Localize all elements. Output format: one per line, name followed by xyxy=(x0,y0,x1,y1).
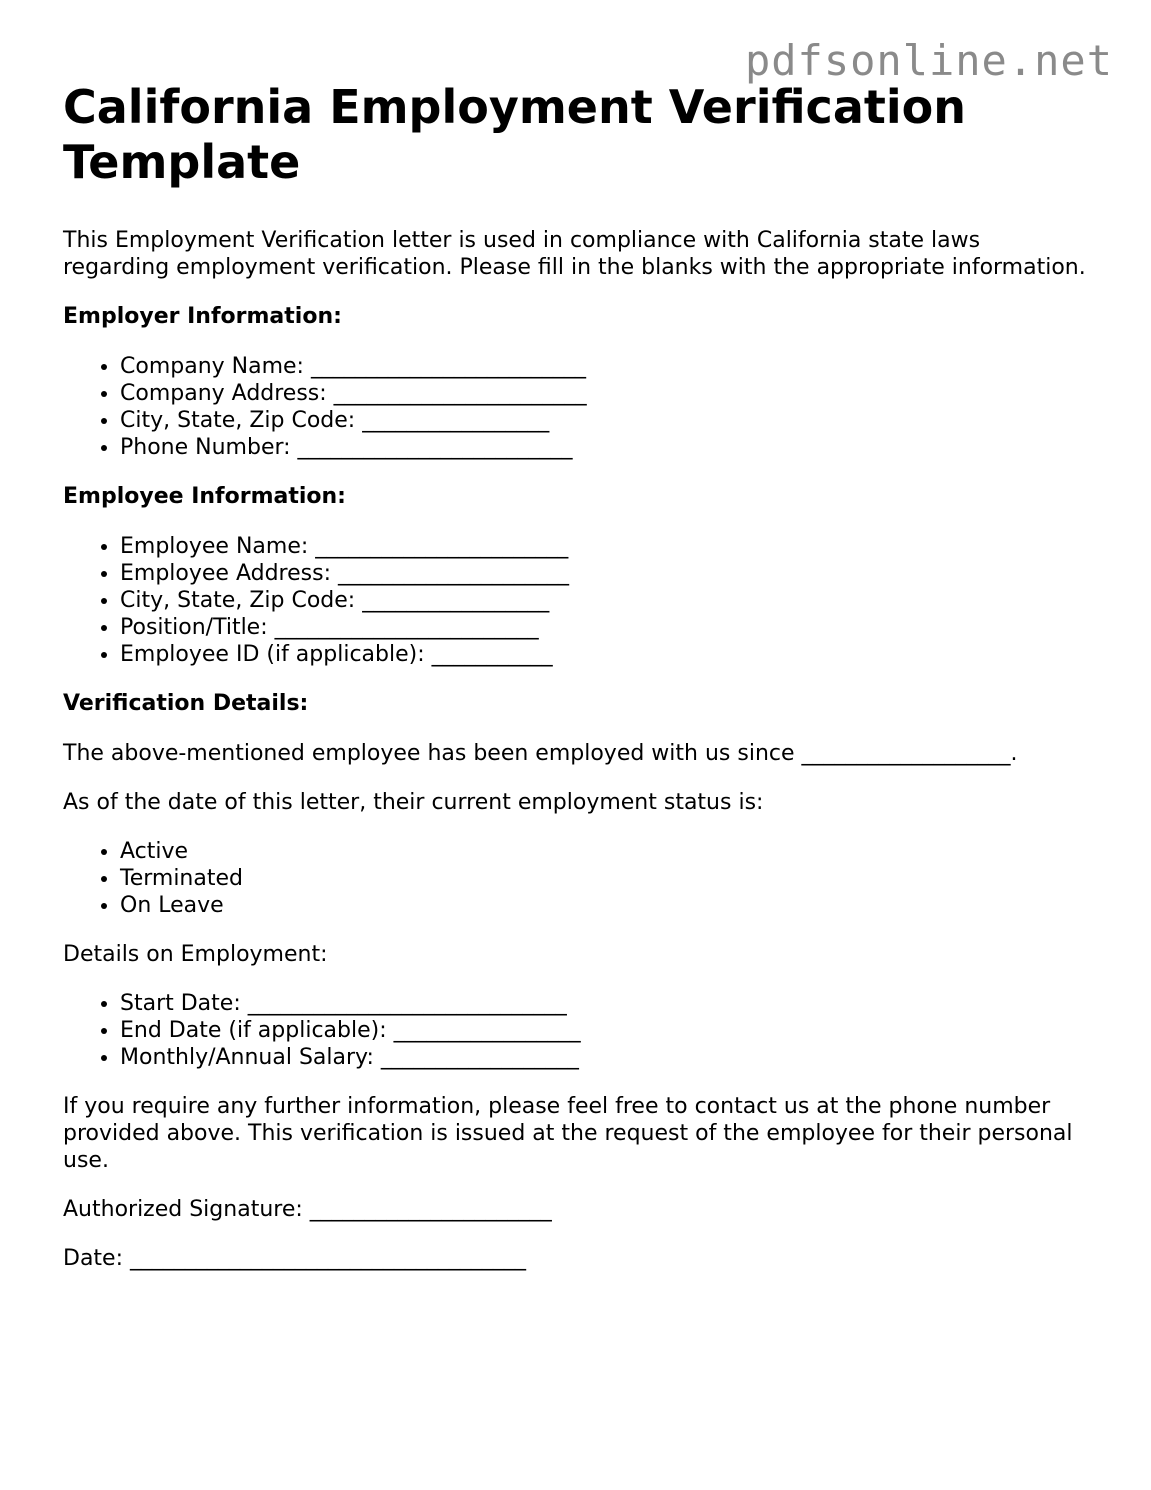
employer-phone-number: • Phone Number: _________________________ xyxy=(120,434,1093,461)
employer-company-address: • Company Address: _______________________ xyxy=(120,380,1093,407)
status-option-active: • Active xyxy=(120,838,1093,865)
end-date: • End Date (if applicable): _________________ xyxy=(120,1017,1093,1044)
employer-heading: Employer Information: xyxy=(63,304,342,329)
employed-since-line: The above-mentioned employee has been employed with us since ___________________. xyxy=(63,741,1018,766)
employment-details-list xyxy=(63,990,1093,1071)
verification-heading: Verification Details: xyxy=(63,691,309,716)
employee-position-title: • Position/Title: ________________________ xyxy=(120,614,1093,641)
watermark: pdfsonline.net xyxy=(744,36,1113,85)
start-date: • Start Date: _____________________________ xyxy=(120,990,1093,1017)
document-page xyxy=(63,80,1093,1294)
employee-list xyxy=(63,533,1093,668)
employer-company-name: • Company Name: _________________________ xyxy=(120,353,1093,380)
employee-city-state-zip: • City, State, Zip Code: _________________ xyxy=(120,587,1093,614)
employee-id: • Employee ID (if applicable): ___________ xyxy=(120,641,1093,668)
salary: • Monthly/Annual Salary: __________________ xyxy=(120,1044,1093,1071)
employer-list xyxy=(63,353,1093,461)
employee-heading: Employee Information: xyxy=(63,484,346,509)
employee-address: • Employee Address: _____________________ xyxy=(120,560,1093,587)
status-intro: As of the date of this letter, their current employment status is: xyxy=(63,790,764,815)
intro-paragraph: This Employment Verification letter is used in compliance with California state laws regarding employment verification. Please fill in the blanks with the appropriate information. xyxy=(63,228,1086,280)
employee-name: • Employee Name: _______________________ xyxy=(120,533,1093,560)
closing-paragraph: If you require any further information, please feel free to contact us at the phone number provided above. This verification is issued at the request of the employee for their personal use. xyxy=(63,1094,1073,1173)
status-option-on-leave: • On Leave xyxy=(120,892,1093,919)
status-option-terminated: • Terminated xyxy=(120,865,1093,892)
page-title: California Employment Verification Template xyxy=(63,80,966,189)
date-line: Date: ____________________________________ xyxy=(63,1246,526,1271)
status-options-list xyxy=(63,838,1093,919)
employer-city-state-zip: • City, State, Zip Code: _________________ xyxy=(120,407,1093,434)
details-intro: Details on Employment: xyxy=(63,942,328,967)
signature-line: Authorized Signature: ______________________ xyxy=(63,1197,552,1222)
